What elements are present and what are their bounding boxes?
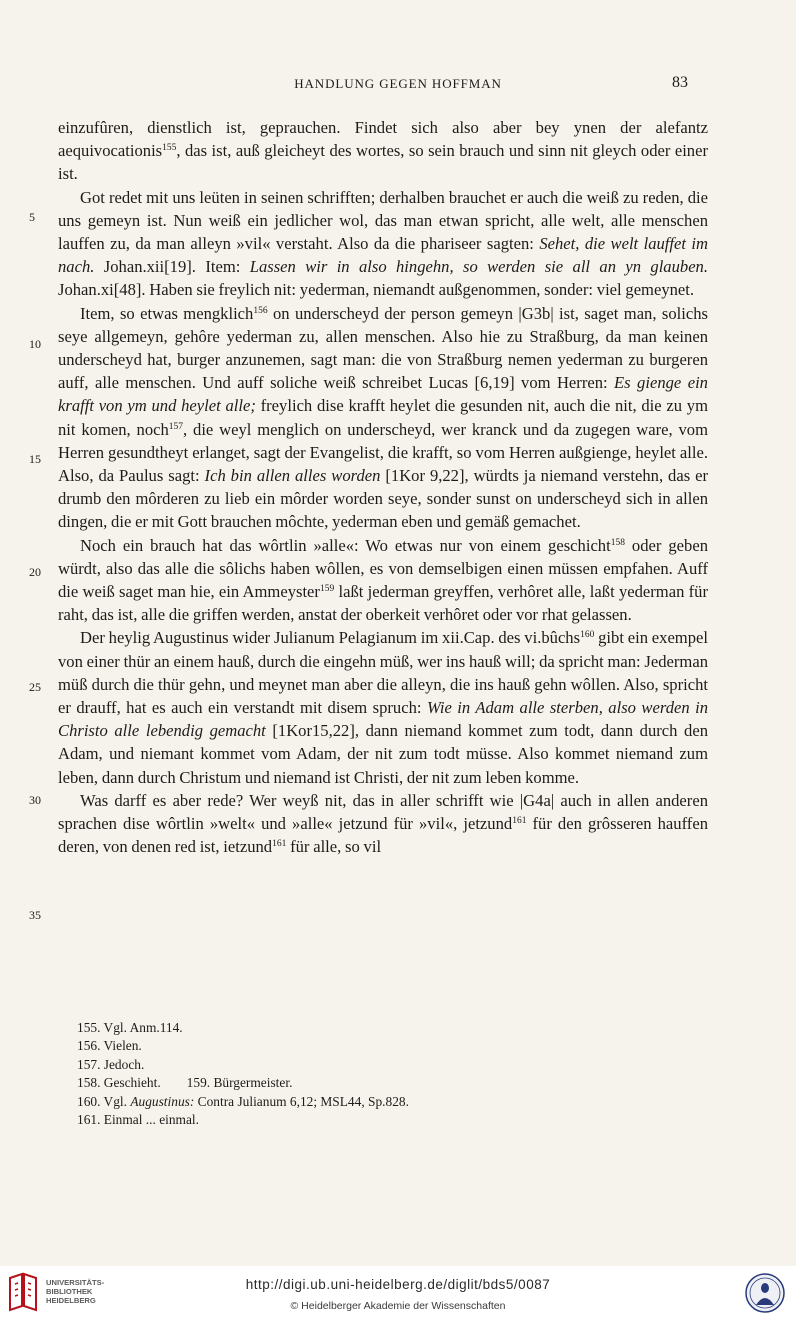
footnote: 157. Jedoch.: [77, 1056, 145, 1072]
italic-quote: Lassen wir in also hingehn, so werden sie all an yn glauben.: [249, 257, 709, 277]
paragraph: [58, 789, 708, 859]
line-number: 25: [29, 680, 41, 694]
text-run: , die weyl menglich on underscheyd, wer kranck und da zugegen ware, vom Herren gesundtheyt erlanget, sagt der Evangelist, die krafft, so vom Herren außgienge, heylet alle. Also, da Paulus sagt:: [58, 419, 708, 486]
text-run: Got redet mit uns leüten in seinen schrifften; derhalben brauchet er auch die weiß zu reden, die uns gemeyn ist. Nun weiß ein jedlicher wol, das man etwan spricht, alle welt, alle menschen lauffen zu, da man alleyn »vil« verstaht. Also da die phariseer sagten:: [58, 187, 708, 254]
text-run: Item, so etwas mengklich: [80, 303, 254, 323]
library-logo-text: UNIVERSITÄTS- BIBLIOTHEK HEIDELBERG: [46, 1278, 105, 1306]
text-run: oder geben würdt, also das alle die sôlichs haben wôllen, es von demselbigen einen müssen empfahen. Auff die weiß saget man hie, ein Ammeyster: [58, 535, 708, 602]
academy-seal-icon[interactable]: [744, 1271, 786, 1315]
paragraph: [58, 626, 708, 788]
footnote: 161. Einmal ... einmal.: [77, 1112, 199, 1128]
text-run: Was darff es aber rede? Wer weyß nit, das in aller schrifft wie |G4a| auch in allen anderen sprachen dise wôrtlin »welt« und »alle« jetzund für »vil«, jetzund: [58, 790, 708, 834]
line-number: 5: [29, 210, 35, 224]
text-run: einzufûren, dienstlich ist, geprauchen. Findet sich also aber bey ynen der alefantz aequivocationis: [58, 118, 708, 161]
footnote-ref: 155: [162, 143, 177, 154]
footnote: [77, 1093, 637, 1111]
footnote-ref: 158: [610, 537, 625, 548]
italic-quote: Sehet, die welt lauffet im nach.: [58, 234, 709, 277]
paragraph: [58, 534, 708, 627]
italic-quote: Wie in Adam alle sterben, also werden in Christo alle lebendig gemacht: [58, 698, 709, 741]
footer-bar: [0, 1266, 796, 1320]
footnote-ref: 156: [253, 305, 268, 316]
text-run: Der heylig Augustinus wider Julianum Pelagianum im xii.Cap. des vi.bûchs: [80, 628, 581, 648]
footnote-citation: Contra Julianum 6,12; MSL44, Sp.828.: [194, 1093, 409, 1109]
text-run: gibt ein exempel von einer thür an einem hauß, durch die eingehn müß, wer ins hauß will; da spricht man: Jederman müß durch die thür gehn, und meynet man aber die alleyn, die ins hauß gehn wôllen. Also, spricht er drauff, hat es auch ein verstandt mit disem spruch:: [58, 628, 708, 718]
permalink-url[interactable]: http://digi.ub.uni-heidelberg.de/diglit/bds5/0087: [245, 1277, 551, 1292]
footnote: 158. Geschieht.: [77, 1075, 161, 1091]
footnote-ref: 161: [512, 816, 527, 827]
line-number: 35: [29, 908, 41, 922]
footnote-row: [77, 1074, 637, 1092]
text-run: für den grôsseren hauffen deren, von denen red ist, ietzund: [58, 814, 708, 857]
line-number: 10: [29, 337, 41, 351]
footnote-prefix: 160. Vgl.: [77, 1093, 131, 1109]
footnote: 155. Vgl. Anm.114.: [77, 1020, 183, 1035]
page-number: 83: [672, 74, 688, 91]
line-number: 30: [29, 793, 41, 807]
line-number: 15: [29, 452, 41, 466]
running-head: [0, 74, 796, 96]
paragraph: [58, 186, 708, 302]
footnotes: [77, 1019, 637, 1129]
footnote-ref: 160: [580, 630, 595, 641]
text-run: Johan.xii[19]. Item:: [94, 257, 250, 277]
text-run: freylich dise krafft heylet die gesunden nit, auch die nit, die zu ym nit komen, noch: [58, 396, 708, 439]
footnote-ref: 157: [168, 421, 184, 432]
footnote-author: Augustinus:: [130, 1093, 195, 1109]
text-run: Johan.xi[48]. Haben sie freylich nit: yederman, niemandt außgenommen, sonder: viel gemeynet.: [58, 280, 695, 300]
italic-quote: Es gienge ein krafft von ym und heylet alle;: [58, 373, 708, 416]
text-run: laßt jederman greyffen, verhôret alle, laßt yederman für raht, das ist, alle die griffen werden, anstat der oberkeit verhôret oder vor rhat gelassen.: [58, 582, 708, 625]
footnote: 156. Vielen.: [77, 1038, 142, 1054]
footnote: 159. Bürgermeister.: [186, 1075, 293, 1091]
text-run: [1Kor 9,22], würdts ja niemand verstehn, das er drumb den môrderen zu lieb ein môrder worden seye, sonder sunst on underscheyd sich in allen dingen, die er mit Gott brauchen môchte, yederman eben und gemäß gemachet.: [58, 466, 708, 532]
text-run: für alle, so vil: [286, 837, 382, 857]
text-run: on underscheyd der person gemeyn |G3b| ist, saget man, solichs seye allgemeyn, gehôre yederman zu, allen menschen. Also hie zu Straßburg, da man keinen underscheyd hat, burger anzunemen, sagt man: die von Straßburg nemen yederman zu burgeren auff, alle menschen. Und auff soliche weiß schreibet Lucas [6,19] vom Herren:: [58, 303, 708, 393]
copyright-notice: © Heidelberger Akademie der Wissenschaften: [290, 1300, 506, 1312]
text-run: Noch ein brauch hat das wôrtlin »alle«: Wo etwas nur von einem geschicht: [80, 535, 611, 555]
body-text: [58, 116, 708, 859]
footnote-ref: 161: [272, 839, 287, 850]
text-run: [1Kor15,22], dann niemand kommet zum todt, dann durch den Adam, und niemant kommet vom Adam, der nit zum todt müsse. Also kommet niemand zum leben, dann durch Christum und niemand ist Christi, der nit zum leben komme.: [58, 721, 709, 787]
line-number: 20: [29, 565, 41, 579]
text-run: , das ist, auß gleicheyt des wortes, so sein brauch und sinn nit gleych oder einer ist.: [58, 141, 708, 184]
italic-quote: Ich bin allen alles worden: [204, 466, 381, 486]
running-title: HANDLUNG GEGEN HOFFMAN: [294, 76, 502, 91]
paragraph: [58, 302, 708, 534]
footnote-ref: 159: [319, 584, 335, 595]
paragraph: [58, 116, 708, 186]
